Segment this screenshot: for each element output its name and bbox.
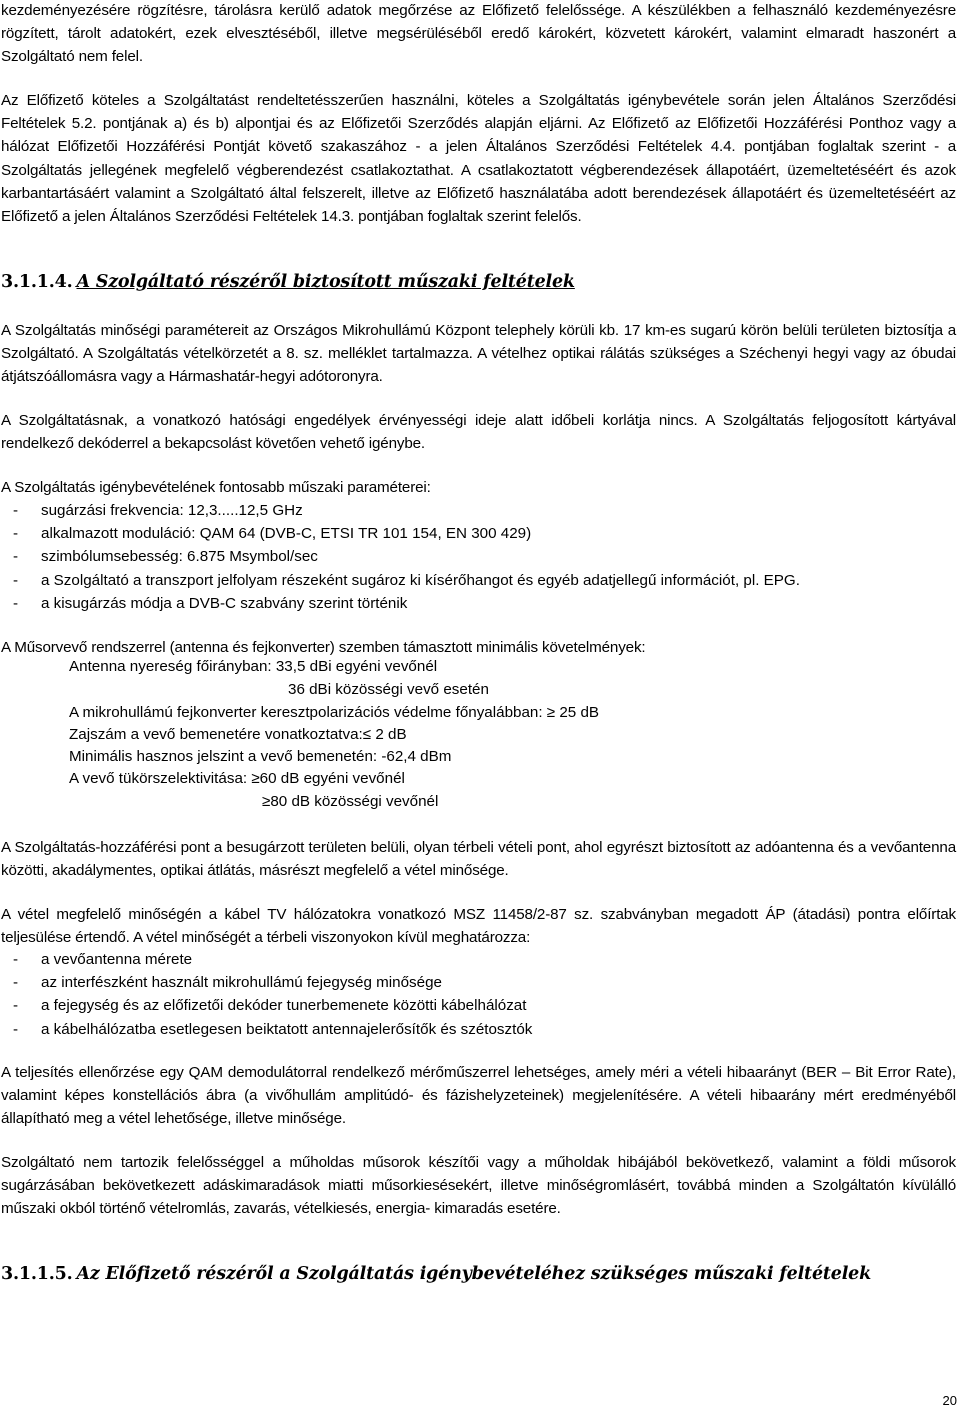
list-item: - szimbólumsebesség: 6.875 Msymbol/sec (13, 548, 318, 566)
requirement-noise-figure: Zajszám a vevő bemenetére vonatkoztatva:≤ 2 dB (69, 726, 407, 743)
paragraph-reception-quality: A vétel megfelelő minőségén a kábel TV hálózatokra vonatkozó MSZ 11458/2-87 sz. szabványban megadott ÁP (átadási) pontra előírtak teljesülése értendő. A vétel minőségét a térbeli viszonyokon kívül meghatározza: (1, 906, 956, 947)
list-item: - a kábelhálózatba esetlegesen beiktatott antennajelerősítők és szétosztók (13, 1020, 533, 1038)
section-title: Az Előfizető részéről a Szolgáltatás igénybevételéhez szükséges műszaki feltételek (76, 1264, 871, 1284)
requirement-antenna-gain-community: 36 dBi közösségi vevő esetén (288, 681, 489, 698)
list-item: - a Szolgáltató a transzport jelfolyam részeként sugároz ki kísérőhangot és egyéb adatjellegű információt, pl. EPG. (13, 571, 800, 589)
list-item: - a vevőantenna mérete (13, 951, 193, 968)
technical-parameters-list (1, 499, 956, 615)
requirement-antenna-gain: Antenna nyereség főirányban: 33,5 dBi egyéni vevőnél (69, 658, 438, 675)
requirement-image-rejection: A vevő tükörszelektivitása: ≥60 dB egyéni vevőnél (69, 770, 405, 787)
section-heading-3-1-1-5 (1, 1262, 871, 1286)
paragraph-technical-parameters-intro: A Szolgáltatás igénybevételének fontosabb műszaki paraméterei: (1, 479, 431, 496)
reception-quality-factors-list (1, 948, 956, 1041)
requirement-image-rejection-community: ≥80 dB közösségi vevőnél (262, 793, 439, 810)
list-item: - a kisugárzás módja a DVB-C szabvány szerint történik (13, 594, 408, 612)
list-item: - alkalmazott moduláció: QAM 64 (DVB-C, ETSI TR 101 154, EN 300 429) (13, 525, 532, 543)
paragraph-data-retention: kezdeményezésére rögzítésre, tárolásra kerülő adatok megőrzése az Előfizető felelőssége. A készülékben a felhasználó kezdeményezésre rögzített, tárolt adatokért, ezek elvesztéséből, illetve megsérüléséből eredő károkért, közvetett károkért, valamint elmaradt haszonért a Szolgáltató nem felel. (1, 2, 956, 66)
paragraph-service-area: A Szolgáltatás minőségi paramétereit az Országos Mikrohullámú Központ telephely körüli kb. 17 km-es sugarú körön belüli területen biztosítja a Szolgáltató. A Szolgáltatás vételkörzetét a 8. sz. melléklet tartalmazza. A vételhez optikai rálátás szükséges a Széchenyi hegyi vagy az óbudai átjátszóállomásra vagy a Hármashatár-hegyi adótoronyra. (1, 322, 956, 386)
requirement-min-signal-level: Minimális hasznos jelszint a vevő bemenetén: -62,4 dBm (69, 748, 452, 765)
section-number: 3.1.1.4. (1, 272, 73, 292)
paragraph-subscriber-obligations: Az Előfizető köteles a Szolgáltatást rendeltetésszerűen használni, köteles a Szolgáltatás igénybevétele során jelen Általános Szerződési Feltételek 5.2. pontjának a) és b) alpontjai és az Előfizetői Szerződés alapján eljárni. Az Előfizető az Előfizetői Hozzáférési Ponthoz vagy a hálózat Előfizetői Hozzáférési Pontját követő szakaszához - a jelen Általános Szerződési Feltételek 4.4. pontjában foglaltak szerint - a Szolgáltatás jellegének megfelelő végberendezést csatlakoztathat. A csatlakoztatott végberendezések állapotáért, üzemeltetéséért és azok karbantartásáért valamint a Szolgáltató által felszerelt, illetve az Előfizető használatába adott berendezések állapotáért és üzemeltetéséért az Előfizető a jelen Általános Szerződési Feltételek 14.3. pontjában foglaltak szerint felelős. (1, 92, 956, 226)
section-title: A Szolgáltató részéről biztosított műszaki feltételek (76, 272, 575, 292)
paragraph-service-access-point: A Szolgáltatás-hozzáférési pont a besugárzott területen belüli, olyan térbeli vételi pont, ahol egyrészt biztosított az adóantenna és a vevőantenna közötti, akadálymentes, optikai átlátás, másrészt megfelelő a vétel minősége. (1, 839, 956, 880)
paragraph-performance-verification: A teljesítés ellenőrzése egy QAM demodulátorral rendelkező mérőműszerrel lehetséges, amely méri a vételi hibaarányt (BER – Bit Error Rate), valamint képes konstellációs ábra (a vivőhullám amplitúdó- és fázishelyzeteinek) megjelenítésére. A vételi hibaarány mért eredményéből állapítható meg a vétel lehetősége, illetve minősége. (1, 1064, 956, 1128)
paragraph-service-validity: A Szolgáltatásnak, a vonatkozó hatósági engedélyek érvényességi ideje alatt időbeli korlátja nincs. A Szolgáltatás feljogosított kártyával rendelkező dekóderrel a bekapcsolást követően vehető igénybe. (1, 412, 956, 453)
section-heading-3-1-1-4 (1, 270, 575, 294)
page-number: 20 (942, 1393, 957, 1408)
list-item: - az interfészként használt mikrohullámú fejegység minősége (13, 974, 442, 992)
list-item: - sugárzási frekvencia: 12,3.....12,5 GHz (13, 502, 303, 519)
list-item: - a fejegység és az előfizetői dekóder tunerbemenete közötti kábelhálózat (13, 997, 527, 1015)
paragraph-receiver-requirements-intro: A Műsorvevő rendszerrel (antenna és fejkonverter) szemben támasztott minimális követelmények: (1, 639, 646, 656)
section-number: 3.1.1.5. (1, 1264, 73, 1284)
requirement-lnb-cross-polarization: A mikrohullámú fejkonverter keresztpolarizációs védelme főnyalábban: ≥ 25 dB (69, 704, 600, 721)
paragraph-liability-exclusion: Szolgáltató nem tartozik felelősséggel a műholdas műsorok készítői vagy a műholdak hibájából bekövetkező, valamint a földi műsorok sugárzásában bekövetkezett adáskimaradások miatti műsorkiesésekért, illetve minőségromlásért, továbbá minden a Szolgáltatón kívülálló műszaki okból történő vételromlás, zavarás, vételkiesés, energia- kimaradás esetére. (1, 1154, 956, 1218)
